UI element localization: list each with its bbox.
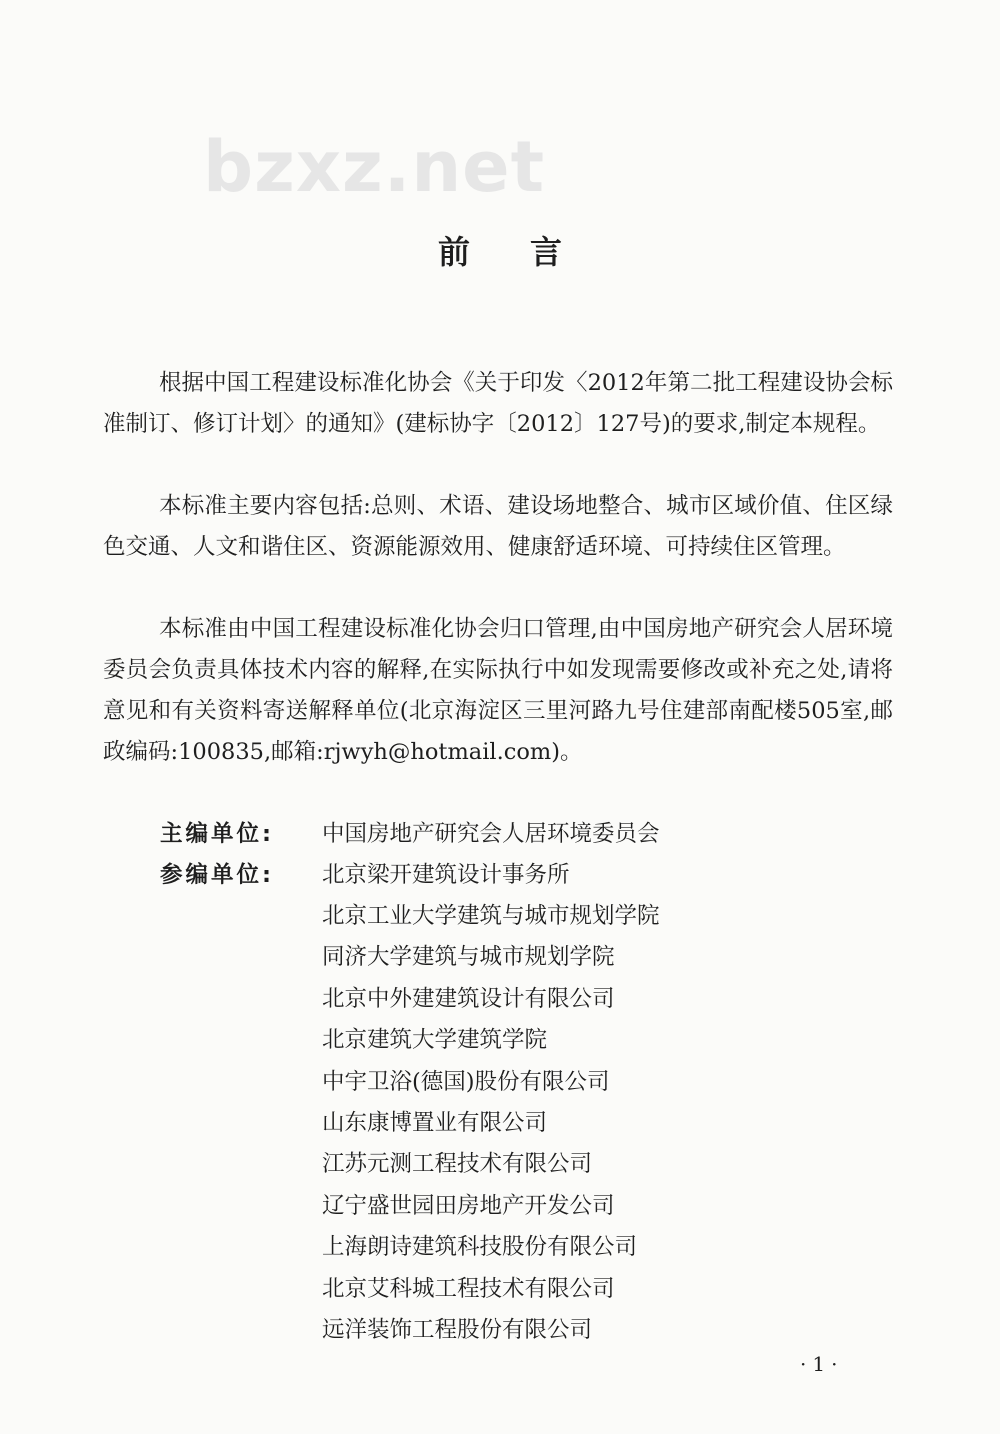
participant-item: 北京艾科城工程技术有限公司 (322, 1275, 615, 1302)
watermark-logo: bzxz.net (203, 126, 546, 208)
participants-label: 参编单位: (160, 862, 274, 888)
preface-paragraph-basis: 根据中国工程建设标准化协会《关于印发〈2012年第二批工程建设协会标准制订、修订计划〉的通知》(建标协字〔2012〕127号)的要求,制定本规程。 (103, 370, 893, 437)
participants-list (322, 896, 660, 1351)
participant-item: 中宇卫浴(德国)股份有限公司 (322, 1068, 610, 1095)
page-title: 前言 (437, 233, 622, 271)
participant-item: 远洋装饰工程股份有限公司 (322, 1317, 593, 1344)
participant-item: 北京中外建建筑设计有限公司 (322, 985, 615, 1012)
participant-item: 江苏元测工程技术有限公司 (322, 1151, 593, 1178)
chief-editor-row (160, 814, 660, 855)
chief-editor-value: 中国房地产研究会人居环境委员会 (322, 821, 660, 847)
participant-item: 上海朗诗建筑科技股份有限公司 (322, 1234, 638, 1261)
participant-item: 辽宁盛世园田房地产开发公司 (322, 1192, 615, 1219)
chief-editor-label: 主编单位: (160, 821, 274, 847)
participant-item: 北京建筑大学建筑学院 (322, 1027, 548, 1054)
preface-paragraph-administration: 本标准由中国工程建设标准化协会归口管理,由中国房地产研究会人居环境委员会负责具体技术内容的解释,在实际执行中如发现需要修改或补充之处,请将意见和有关资料寄送解释单位(北京海淀区三里河路九号住建部南配楼505室,邮政编码:100835,邮箱:rjwyh@hotmail.com)。 (103, 616, 893, 765)
page-number: ·1· (800, 1352, 844, 1376)
participant-item: 同济大学建筑与城市规划学院 (322, 944, 615, 971)
participant-item: 北京工业大学建筑与城市规划学院 (322, 903, 660, 929)
participants-row (160, 855, 570, 896)
preface-paragraph-contents: 本标准主要内容包括:总则、术语、建设场地整合、城市区域价值、住区绿色交通、人文和谐住区、资源能源效用、健康舒适环境、可持续住区管理。 (103, 493, 893, 560)
participant-item: 北京梁开建筑设计事务所 (322, 862, 570, 888)
participant-item: 山东康博置业有限公司 (322, 1110, 548, 1137)
